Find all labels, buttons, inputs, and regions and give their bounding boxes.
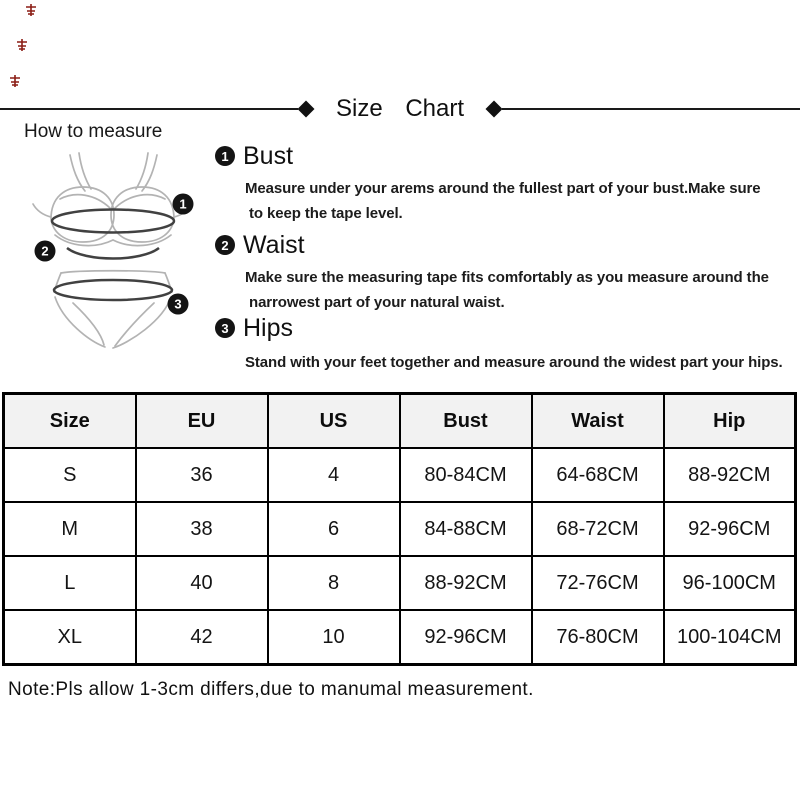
measurement-note: Note:Pls allow 1-3cm differs,due to manumal measurement. xyxy=(8,679,534,700)
waist-description: Make sure the measuring tape fits comfortably as you measure around the narrowest part of your natural waist. xyxy=(245,269,769,311)
step-3-badge: 3 xyxy=(215,318,235,338)
measure-section-bust xyxy=(215,142,790,226)
title-row xyxy=(0,95,800,123)
col-header-bust: Bust xyxy=(400,394,532,449)
title-rule-left xyxy=(0,108,298,110)
table-row: L 40 8 88-92CM 72-76CM 96-100CM xyxy=(4,556,796,610)
svg-text:1: 1 xyxy=(179,196,187,212)
col-header-size: Size xyxy=(4,394,136,449)
watermark-glyph xyxy=(8,74,22,88)
bust-title: Bust xyxy=(243,142,294,170)
table-row: M 38 6 84-88CM 68-72CM 92-96CM xyxy=(4,502,796,556)
hips-description: Stand with your feet together and measure around the widest part your hips. xyxy=(245,354,783,371)
bust-description: Measure under your arems around the fullest part of your bust.Make sure to keep the tape level. xyxy=(245,180,761,222)
table-row: S 36 4 80-84CM 64-68CM 88-92CM xyxy=(4,448,796,502)
title-rule-right xyxy=(502,108,800,110)
watermark-glyph xyxy=(15,38,29,52)
table-header-row xyxy=(4,394,796,449)
svg-text:2: 2 xyxy=(41,243,49,259)
col-header-us: US xyxy=(268,394,400,449)
how-to-measure-heading: How to measure xyxy=(24,121,163,142)
table-row: XL 42 10 92-96CM 76-80CM 100-104CM xyxy=(4,610,796,665)
col-header-eu: EU xyxy=(136,394,268,449)
size-chart-table xyxy=(2,392,797,666)
page-title: Size Chart xyxy=(335,95,465,122)
diamond-icon xyxy=(486,101,503,118)
measure-section-hips xyxy=(215,314,790,375)
bikini-measure-illustration xyxy=(15,147,210,353)
svg-text:3: 3 xyxy=(174,296,182,312)
step-2-badge: 2 xyxy=(215,235,235,255)
step-1-badge: 1 xyxy=(215,146,235,166)
col-header-waist: Waist xyxy=(532,394,664,449)
hips-title: Hips xyxy=(243,314,294,342)
diamond-icon xyxy=(297,101,314,118)
watermark-glyph xyxy=(24,3,38,17)
col-header-hip: Hip xyxy=(664,394,796,449)
waist-title: Waist xyxy=(243,231,305,259)
measure-section-waist xyxy=(215,231,790,315)
